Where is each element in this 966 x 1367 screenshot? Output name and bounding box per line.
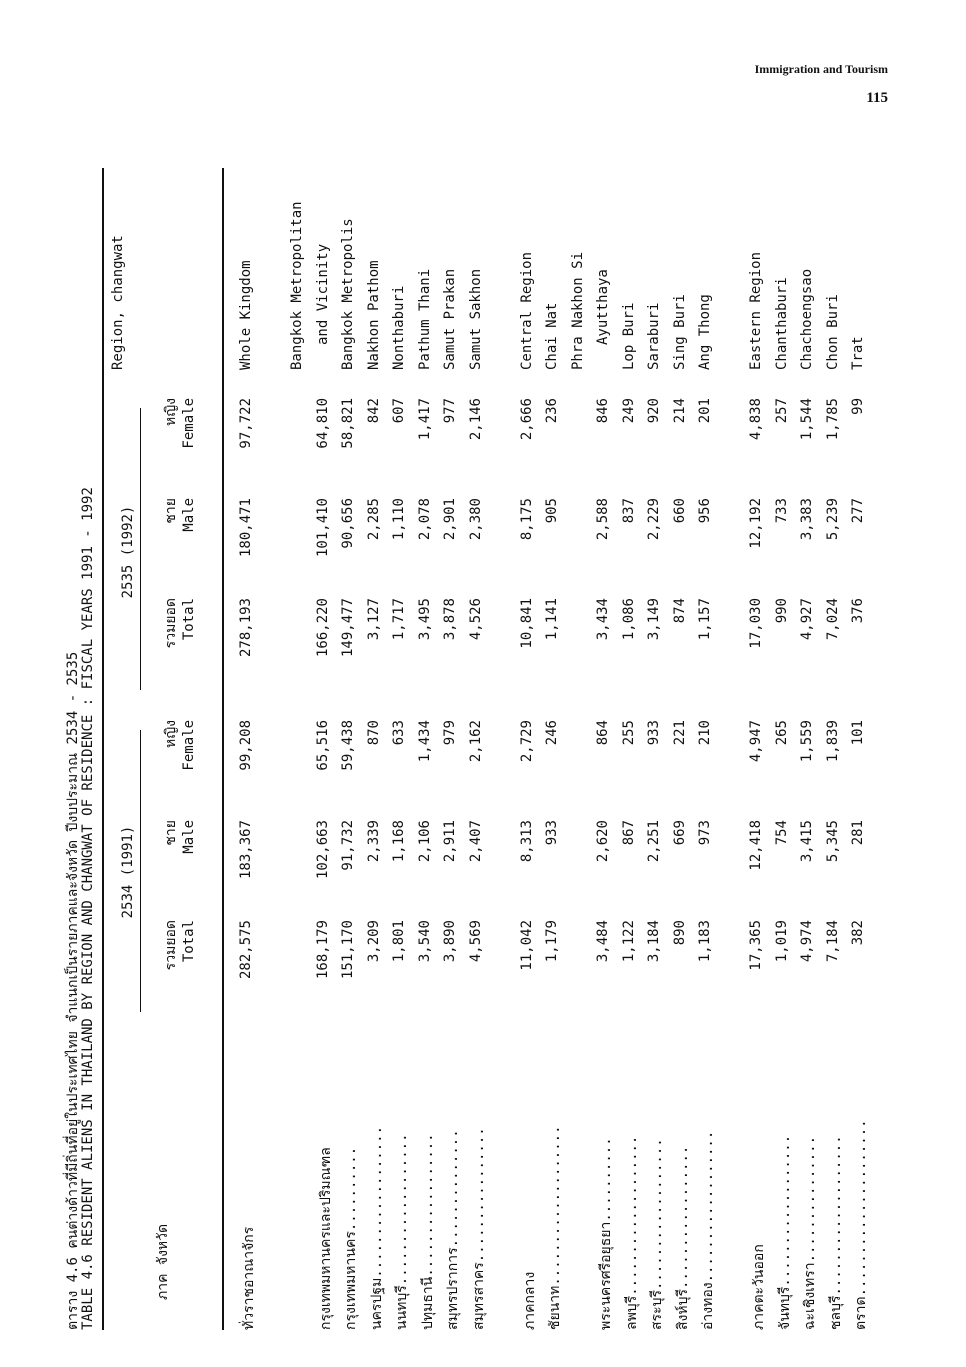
table-cell: 3,149 <box>646 598 662 641</box>
table-cell: 2,666 <box>518 398 535 441</box>
year-1991-header: 2534 (1991) <box>120 825 136 919</box>
row-label-thai: ปทุมธานี................. <box>419 1133 436 1330</box>
table-row <box>646 150 670 1330</box>
table-cell: 102,663 <box>314 820 331 880</box>
table-row <box>723 150 747 1330</box>
table-row <box>774 150 798 1330</box>
row-label-english: Samut Sakhon <box>467 268 484 370</box>
table-cell: 101 <box>850 720 866 746</box>
table-cell: 973 <box>697 820 713 846</box>
table-cell: 2,339 <box>365 820 382 863</box>
row-label-english: Bangkok Metropolitan <box>289 201 305 370</box>
col-header-english: Male <box>181 820 197 854</box>
table-row <box>391 150 415 1330</box>
row-label-thai: สมุทรปราการ.............. <box>445 1129 461 1330</box>
table-cell: 2,729 <box>518 720 535 763</box>
row-label-english: Lop Buri <box>620 302 637 370</box>
table-cell: 990 <box>773 598 790 624</box>
table-row <box>621 150 645 1330</box>
row-label-thai: ภาคกลาง <box>521 1271 538 1330</box>
col-header-english: Female <box>181 398 197 449</box>
row-label-thai: ลพบุรี................... <box>623 1135 640 1330</box>
table-cell: 249 <box>620 398 637 424</box>
col-header-female-1991 <box>162 720 198 812</box>
col-header-male-1992 <box>162 498 198 590</box>
table-cell: 2,251 <box>646 820 662 863</box>
table-cell: 1,179 <box>544 920 560 963</box>
table-cell: 1,801 <box>391 920 407 963</box>
table-row <box>289 150 313 1330</box>
table-cell: 180,471 <box>238 498 254 558</box>
table-cell: 376 <box>850 598 866 624</box>
year-1991-underline <box>140 730 141 1012</box>
table-cell: 754 <box>773 820 790 846</box>
table-row <box>672 150 696 1330</box>
table-cell: 2,078 <box>416 498 433 541</box>
table-cell: 278,193 <box>238 598 254 658</box>
table-row <box>544 150 568 1330</box>
table-row <box>570 150 594 1330</box>
table-cell: 1,559 <box>799 720 815 763</box>
table-cell: 7,024 <box>824 598 841 641</box>
table-cell: 236 <box>544 398 560 424</box>
table-cell: 956 <box>697 498 713 524</box>
table-cell: 933 <box>646 720 662 746</box>
row-label-thai: กรุงเทพมหานครและปริมณฑล <box>317 1147 334 1330</box>
col-header-thai: หญิง <box>163 720 179 748</box>
table-cell: 864 <box>595 720 611 746</box>
table-cell: 3,434 <box>595 598 611 641</box>
row-label-thai: สระบุรี.................. <box>649 1138 665 1330</box>
row-label-thai: สมุทรสาคร................ <box>470 1127 487 1330</box>
row-label-thai: ภาคตะวันออก <box>751 1244 767 1330</box>
table-cell: 3,495 <box>416 598 433 641</box>
table-cell: 151,170 <box>340 920 356 980</box>
table-cell: 2,588 <box>595 498 611 541</box>
table-cell: 59,438 <box>340 720 356 771</box>
table-title-thai: ตาราง 4.6 คนต่างด้าวที่มีถิ่นที่อยู่ในประเทศไทย จำแนกเป็นรายภาคและจังหวัด ปีงบประมาณ 2534 - 2535 <box>65 651 81 1330</box>
row-label-thai: อ่างทอง.................. <box>700 1130 716 1330</box>
table-cell: 282,575 <box>238 920 254 980</box>
table-cell: 64,810 <box>314 398 331 449</box>
table-cell: 183,367 <box>238 820 254 880</box>
table-cell: 1,417 <box>416 398 433 441</box>
col-header-thai: หญิง <box>163 398 179 426</box>
table-cell: 2,407 <box>467 820 484 863</box>
row-label-thai: ฉะเชิงเทรา............... <box>802 1135 818 1330</box>
table-row <box>468 150 492 1330</box>
row-label-english: Trat <box>850 336 866 370</box>
table-cell: 2,911 <box>442 820 458 863</box>
table-cell: 1,183 <box>697 920 713 963</box>
table-cell: 149,477 <box>340 598 356 658</box>
table-row <box>825 150 849 1330</box>
table-cell: 90,656 <box>340 498 356 549</box>
table-cell: 168,179 <box>314 920 331 980</box>
table-cell: 3,127 <box>365 598 382 641</box>
table-cell: 257 <box>773 398 790 424</box>
table-cell: 277 <box>850 498 866 524</box>
table-cell: 221 <box>671 720 688 746</box>
table-cell: 979 <box>442 720 458 746</box>
table-cell: 1,157 <box>697 598 713 641</box>
col-header-total-1991 <box>162 920 198 1012</box>
table-cell: 201 <box>697 398 713 424</box>
row-label-english: and Vicinity <box>314 243 331 345</box>
row-label-english: Bangkok Metropolis <box>340 218 356 370</box>
table-cell: 3,540 <box>416 920 433 963</box>
table-cell: 2,380 <box>467 498 484 541</box>
table-cell: 2,901 <box>442 498 458 541</box>
table-cell: 255 <box>620 720 637 746</box>
col-header-english: Male <box>181 498 197 532</box>
row-label-english: Nakhon Pathom <box>365 260 382 370</box>
table-cell: 3,484 <box>595 920 611 963</box>
row-label-english: Eastern Region <box>748 251 764 370</box>
table-cell: 5,345 <box>824 820 841 863</box>
table-cell: 2,620 <box>595 820 611 863</box>
table-cell: 1,434 <box>416 720 433 763</box>
table-cell: 101,410 <box>314 498 331 558</box>
row-label-thai: ชลบุรี................... <box>827 1135 844 1330</box>
table-cell: 2,229 <box>646 498 662 541</box>
row-label-english: Whole Kingdom <box>238 260 254 370</box>
table-cell: 837 <box>620 498 637 524</box>
table-cell: 633 <box>391 720 407 746</box>
table-cell: 4,947 <box>748 720 764 763</box>
col-header-female-1992 <box>162 398 198 490</box>
row-label-thai: ทั่วราชอาณาจักร <box>241 1226 257 1330</box>
table-row <box>519 150 543 1330</box>
row-label-english: Samut Prakan <box>442 268 458 370</box>
table-row <box>799 150 823 1330</box>
table-cell: 2,162 <box>467 720 484 763</box>
row-label-thai: กรุงเทพมหานคร.......... <box>343 1146 359 1330</box>
top-rule <box>102 168 104 1330</box>
table-cell: 210 <box>697 720 713 746</box>
row-label-thai: สิงห์บุรี................. <box>674 1145 691 1330</box>
table-cell: 10,841 <box>518 598 535 649</box>
table-cell: 4,974 <box>799 920 815 963</box>
table-row <box>417 150 441 1330</box>
table-cell: 17,030 <box>748 598 764 649</box>
table-cell: 4,927 <box>799 598 815 641</box>
row-label-english: Chachoengsao <box>799 268 815 370</box>
table-cell: 8,175 <box>518 498 535 541</box>
table-row <box>315 150 339 1330</box>
table-cell: 3,415 <box>799 820 815 863</box>
table-cell: 977 <box>442 398 458 424</box>
table-cell: 11,042 <box>518 920 535 971</box>
table-row <box>264 150 288 1330</box>
table-cell: 91,732 <box>340 820 356 871</box>
row-label-english: Ang Thong <box>697 294 713 370</box>
table-cell: 669 <box>671 820 688 846</box>
row-label-thai: ตราด..................... <box>853 1119 869 1330</box>
table-cell: 874 <box>671 598 688 624</box>
table-cell: 905 <box>544 498 560 524</box>
row-label-english: Sing Buri <box>671 294 688 370</box>
table-cell: 3,890 <box>442 920 458 963</box>
table-cell: 1,168 <box>391 820 407 863</box>
table-cell: 12,418 <box>748 820 764 871</box>
col-header-thai: รวมยอด <box>163 920 179 971</box>
table-cell: 99,208 <box>238 720 254 771</box>
table-title-english: TABLE 4.6 RESIDENT ALIENS IN THAILAND BY REGION AND CHANGWAT OF RESIDENCE : FISCAL YEARS 1991 - 1992 <box>80 487 96 1330</box>
table-cell: 3,878 <box>442 598 458 641</box>
table-cell: 4,838 <box>748 398 764 441</box>
table-cell: 1,839 <box>824 720 841 763</box>
table-cell: 933 <box>544 820 560 846</box>
row-label-english: Chon Buri <box>824 294 841 370</box>
table-row <box>595 150 619 1330</box>
table-cell: 867 <box>620 820 637 846</box>
col-header-thai: ชาย <box>163 820 179 846</box>
table-row <box>442 150 466 1330</box>
row-label-thai: นครปฐม.................. <box>368 1125 385 1330</box>
table-cell: 1,141 <box>544 598 560 641</box>
table-cell: 99 <box>850 398 866 415</box>
year-1992-header: 2535 (1992) <box>120 505 136 599</box>
table-cell: 842 <box>365 398 382 424</box>
row-label-thai: ชัยนาท................... <box>547 1125 563 1330</box>
table-cell: 607 <box>391 398 407 424</box>
row-label-english: Saraburi <box>646 302 662 370</box>
col-header-english: Total <box>181 920 197 963</box>
table-cell: 1,717 <box>391 598 407 641</box>
table-cell: 846 <box>595 398 611 424</box>
table-cell: 920 <box>646 398 662 424</box>
row-label-thai: นนทบุรี.................. <box>394 1133 410 1330</box>
table-row <box>697 150 721 1330</box>
table-row <box>850 150 874 1330</box>
running-head: Immigration and Tourism <box>754 62 888 76</box>
table-cell: 2,106 <box>416 820 433 863</box>
table-cell: 214 <box>671 398 688 424</box>
table-cell: 8,313 <box>518 820 535 863</box>
row-label-english: Ayutthaya <box>595 269 611 345</box>
table-cell: 265 <box>773 720 790 746</box>
table-cell: 890 <box>671 920 688 946</box>
table-row <box>340 150 364 1330</box>
table-row <box>493 150 517 1330</box>
table-cell: 7,184 <box>824 920 841 963</box>
row-label-english: Chanthaburi <box>773 277 790 370</box>
table-cell: 1,086 <box>620 598 637 641</box>
row-label-english: Nonthaburi <box>391 285 407 370</box>
rotated-table <box>62 150 902 1330</box>
table-cell: 1,110 <box>391 498 407 541</box>
col-header-english: Female <box>181 720 197 771</box>
row-label-english: Pathum Thani <box>416 268 433 370</box>
table-row <box>238 150 262 1330</box>
header-rule <box>222 168 224 1330</box>
table-cell: 3,184 <box>646 920 662 963</box>
table-cell: 12,192 <box>748 498 764 549</box>
table-cell: 1,544 <box>799 398 815 441</box>
header-region-english: Region, changwat <box>110 235 126 370</box>
table-cell: 4,526 <box>467 598 484 641</box>
table-row <box>366 150 390 1330</box>
table-cell: 2,285 <box>365 498 382 541</box>
col-header-thai: รวมยอด <box>163 598 179 649</box>
table-cell: 65,516 <box>314 720 331 771</box>
col-header-thai: ชาย <box>163 498 179 524</box>
row-label-english: Phra Nakhon Si <box>569 251 586 370</box>
row-label-english: Central Region <box>518 251 535 370</box>
col-header-male-1991 <box>162 820 198 912</box>
table-cell: 58,821 <box>340 398 356 449</box>
col-header-english: Total <box>181 598 197 641</box>
table-cell: 5,239 <box>824 498 841 541</box>
row-label-thai: พระนครศรีอยุธยา.......... <box>598 1137 614 1330</box>
table-cell: 246 <box>544 720 560 746</box>
table-cell: 4,569 <box>467 920 484 963</box>
col-header-total-1992 <box>162 598 198 690</box>
table-cell: 281 <box>850 820 866 846</box>
row-label-english: Chai Nat <box>544 302 560 370</box>
table-cell: 870 <box>365 720 382 746</box>
page-number: 115 <box>866 90 888 106</box>
table-cell: 382 <box>850 920 866 946</box>
table-cell: 3,209 <box>365 920 382 963</box>
table-cell: 1,122 <box>620 920 637 963</box>
table-cell: 733 <box>773 498 790 524</box>
table-cell: 97,722 <box>238 398 254 449</box>
table-cell: 1,785 <box>824 398 841 441</box>
table-cell: 660 <box>671 498 688 524</box>
table-cell: 2,146 <box>467 398 484 441</box>
year-1992-underline <box>140 408 141 690</box>
table-row <box>748 150 772 1330</box>
table-cell: 3,383 <box>799 498 815 541</box>
header-region-thai: ภาค จังหวัด <box>155 1223 171 1300</box>
table-cell: 166,220 <box>314 598 331 658</box>
table-cell: 1,019 <box>773 920 790 963</box>
table-cell: 17,365 <box>748 920 764 971</box>
row-label-thai: จันทบุรี.................. <box>776 1134 793 1330</box>
